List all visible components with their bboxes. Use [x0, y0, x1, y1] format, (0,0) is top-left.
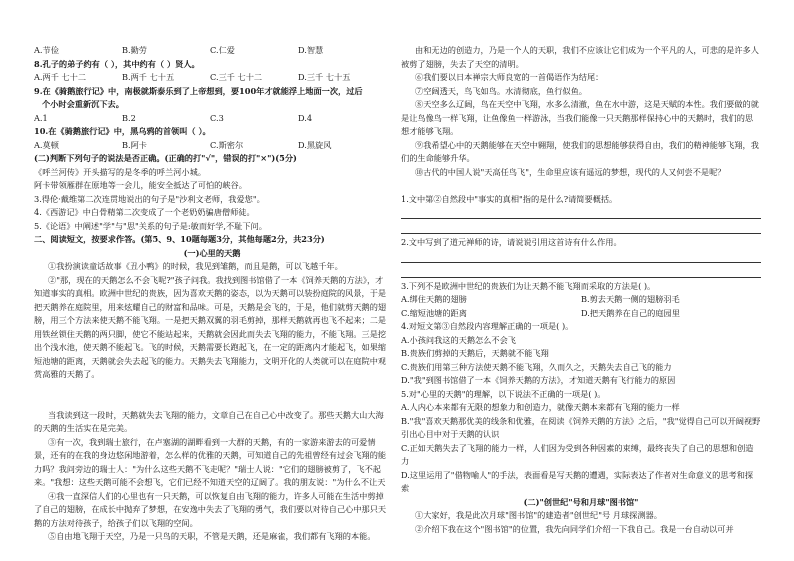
option[interactable]: D.黑旋风: [298, 139, 332, 150]
option[interactable]: A.两千 七十二: [34, 72, 87, 82]
question-2: 2.文中写到了道元禅师的诗，请说说引用这首诗有什么作用。: [401, 237, 622, 247]
passage-paragraph: ⑨我希望心中的天鹅能够在天空中翱翔，使我们的思想能够获得自由，我们的精神能够飞翔，我们的生命能够升华。: [401, 139, 759, 163]
q10-text: 10.在《骑鹅旅行记》中，黑乌鸦的首领叫（ ）。: [34, 126, 211, 136]
passage-paragraph: ④我一直深信人们的心里也有一只天鹅，可以恢复自由飞翔的能力，许多人可能在生活中剪掉了自己的翅膀，在成长中抛弃了梦想，在安逸中失去了飞翔的勇气，我们要以对待自己心中那只天鹅的方法对待孩子，给孩子们以飞翔的空间。: [34, 490, 387, 528]
section-reading-heading: 二、阅读短文，按要求作答。(第5、9、10题每题3分，其他每题2分，共23分): [34, 234, 325, 244]
answer-line[interactable]: [401, 206, 761, 219]
option[interactable]: C.贵族们用第三种方法使天鹅不能飞翔，久而久之，天鹅失去自己飞的能力: [401, 361, 672, 372]
option[interactable]: A.人内心本来都有无限的想象力和创造力，就像天鹅本来都有飞翔的能力一样: [401, 402, 680, 412]
option[interactable]: C.正如天鹅失去了飞翔的能力一样，人们因为受到各种因素的束缚，最终丧失了自己的思想和创造力: [401, 442, 754, 466]
right-column: [401, 44, 761, 536]
option[interactable]: B.2: [122, 112, 136, 123]
q9-text-cont: 个小时会重新沉下去。: [42, 99, 124, 109]
passage-paragraph: ⑧天空多么辽阔，鸟在天空中飞翔，水多么清澈，鱼在水中游，这是天赋的本性。我们要做的就是让鸟像鸟一样飞翔，让鱼像鱼一样游泳，当我们能像一只天鹅那样保持心中的天鹅时，我们的思想才能够飞翔。: [401, 99, 759, 136]
option[interactable]: A.绑住天鹅的翅膀: [401, 294, 467, 304]
passage-paragraph: 由和无边的创造力，乃是一个人的天职，我们不应该让它们成为一个平凡的人，可悲的是许多人被剪了翅膀，失去了天空的清明。: [401, 45, 759, 69]
option[interactable]: A.莫顿: [34, 139, 59, 150]
passage-paragraph: ①我扮演读童话故事《丑小鸭》的时候，我见到雏鹅，而且是鹅，可以飞越千年。: [48, 261, 343, 271]
q8-text: 8.孔子的弟子约有（ ），其中约有（ ）贤人。: [34, 58, 200, 69]
section-judge-heading: (二)判断下列句子的说法是否正确。(正确的打"√"，错误的打"×")(5分): [34, 153, 297, 163]
option[interactable]: C.缩短池塘的距离: [401, 307, 467, 318]
q8-options: [34, 71, 390, 85]
option[interactable]: B.两千 七十五: [122, 72, 175, 82]
passage-paragraph: ⑥我们要以日本禅宗大师良宽的一首偈语作为结尾：: [415, 72, 604, 82]
judge-item: 《呼兰河传》开头描写的是冬季的呼兰河小城。: [34, 166, 206, 177]
option[interactable]: D."我"到图书馆借了一本《饲养天鹅的方法》，才知道天鹅有飞行能力的原因: [401, 375, 676, 385]
q9-text: 9.在《骑鹅旅行记》中，南极就斯泰乐到了上帝想到，要100年才就能浮上地面一次，过后: [34, 85, 363, 96]
q10-options: [34, 139, 390, 153]
option[interactable]: D.三千 七十五: [298, 72, 351, 82]
option[interactable]: B."我"喜欢天鹅那优美的线条和优雅，在阅读《饲养天鹅的方法》之后，"我"觉得自己可以开阔视野引出心目中对于天鹅的认识: [401, 415, 761, 439]
option[interactable]: C.3: [210, 112, 224, 123]
option[interactable]: C.三千 七十二: [210, 72, 263, 82]
option[interactable]: B.贵族们剪掉的天鹅后，天鹅就不能飞翔: [401, 348, 549, 358]
answer-line[interactable]: [401, 250, 761, 263]
question-3: 3.下列不是欧洲中世纪的贵族们为让天鹅不能飞翔而采取的方法是( )。: [401, 280, 656, 291]
passage-paragraph: ①大家好，我是此次月球"图书馆"的建造者"创世纪"号 月球探测器。: [415, 510, 662, 520]
passage-paragraph: ⑤自由地飞翔于天空，乃是一只鸟的天职，不管是天鹅，还是麻雀，我们都有飞翔的本能。: [48, 530, 376, 541]
q3-options-row: [401, 307, 761, 321]
option[interactable]: A.节俭: [34, 45, 59, 55]
passage-title: (一)心里的天鹅: [183, 247, 241, 258]
passage-paragraph: ②"那，现在的天鹅怎么不会飞呢?"孩子问我。我找到图书馆借了一本《饲养天鹅的方法》，才知道事实的真相。欧洲中世纪的贵族，因为喜欢天鹅的姿态，以为天鹅可以装扮庭院的风景，于是把天鹅养在庭院里，用来炫耀自己的财富和品味。可是，天鹅是会飞的，于是，他们就剪天鹅的翅膀，用三个方法来使天鹅不能飞翔。一是把天鹅双翼的羽毛剪掉，那样天鹅就再也飞不起来；二是用铁丝锁住天鹅的两只脚，使它不能站起来，天鹅就会因此而失去飞翔的能力，不能飞翔。三是挖出个浅水池，使天鹅不能起飞。飞的时候，天鹅需要长跑起飞，在一定的距离内才能起飞，如果缩短池塘的距离，天鹅就会失去起飞的能力。天鹅失去飞翔能力，文明开化的人类就可以在庭院中观赏高雅的天鹅了。: [34, 274, 387, 379]
q7-options: [34, 44, 390, 58]
judge-item: 4.《西游记》中白骨精第二次变成了一个老奶奶骗唐僧师徒。: [34, 207, 255, 217]
judge-item: 5.《论语》中阐述"学"与"思"关系的句子是:敏而好学,不耻下问。: [34, 220, 267, 231]
passage-paragraph: ⑦空阔透天，鸟飞如鸟。水清彻底，鱼行似鱼。: [415, 85, 587, 96]
option[interactable]: D.这里运用了"借物喻人"的手法，表面看是写天鹅的遭遇，实际表达了作者对生命意义的思考和探索: [401, 469, 754, 493]
option[interactable]: B.阿卡: [122, 139, 147, 150]
option[interactable]: B.剪去天鹅一侧的翅膀羽毛: [581, 294, 680, 304]
judge-item: 3.得伦·戴维第二次连贯地说出的句子是"沙利文老师，我爱您"。: [34, 193, 265, 204]
passage-paragraph: ③有一次，我到瑞士旅行，在卢塞湖的湖畔看到一大群的天鹅，有的一家游来游去的可爱情景，还有的在我的身边悠闲地游着，怎么样的优雅的天鹅，可知道自己的先祖曾经有过会飞翔的能力吗？我问旁边的瑞士人："为什么这些天鹅不飞走呢？"瑞士人说："它们的翅膀被剪了，飞不起来。"我想：这些天鹅可能不会想飞，它们已经不知道天空的辽阔了。我的朋友说："为什么不让天: [34, 436, 387, 487]
option[interactable]: D.把天鹅养在自己的庭园里: [581, 307, 680, 318]
passage-paragraph: 当我读到这一段时，天鹅就失去飞翔的能力，文章自己在自己心中改变了。那些天鹅大山大海的天鹅的生活实在是完美。: [34, 409, 384, 433]
option[interactable]: C.斯密尔: [210, 139, 244, 150]
left-column: [34, 44, 390, 543]
option[interactable]: D.4: [298, 112, 313, 123]
option[interactable]: A.小孩问我这的天鹅怎么不会飞: [401, 334, 516, 345]
answer-line[interactable]: [401, 265, 761, 278]
option[interactable]: B.勤劳: [122, 45, 147, 55]
q3-options-row: [401, 293, 761, 307]
passage-paragraph: ②介绍下我在这个"图书馆"的位置，我先向同学们介绍一下我自己。我是一台自动以可并: [415, 523, 734, 534]
option[interactable]: A.1: [34, 112, 48, 123]
passage-paragraph: ⑩古代的中国人说"天高任鸟飞"，生命里应该有遥远的梦想，现代的人又何尝不是呢？: [415, 166, 726, 177]
option[interactable]: C.仁爱: [210, 45, 235, 55]
question-5: 5.对"心里的天鹅"的理解，以下说法不正确的一项是( )。: [401, 388, 606, 399]
judge-item: 阿卡带领雁群在原地等一会儿，能安全抵达了可怕的峡谷。: [34, 180, 247, 190]
q9-options: [34, 112, 390, 126]
answer-line[interactable]: [401, 221, 761, 234]
option[interactable]: D.智慧: [298, 45, 324, 55]
question-4: 4.对短文第③自然段内容理解正确的一项是( )。: [401, 321, 574, 331]
question-1: 1.文中第②自然段中"事实的真相"指的是什么?请简要概括。: [401, 193, 618, 204]
passage2-title: (二)"创世纪"号和月球"图书馆": [523, 496, 639, 507]
